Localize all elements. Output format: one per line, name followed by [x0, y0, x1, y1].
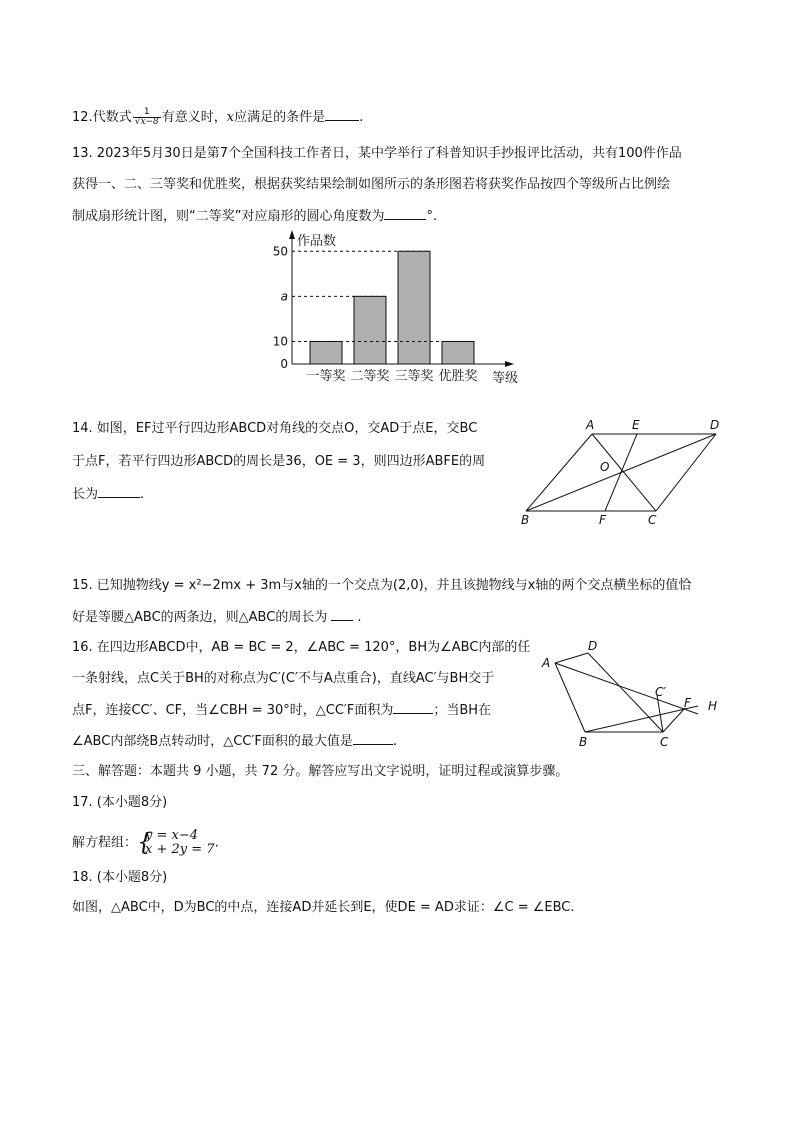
- q16-answer-blank-1[interactable]: [393, 700, 433, 714]
- x-tick-label: 三等奖: [394, 369, 434, 384]
- q15-line-1: 15. 已知抛物线y = x²−2mx + 3m与x轴的一个交点为(2,0)，并且该抛物线与x轴的两个交点横坐标的值恰: [72, 578, 692, 593]
- y-tick-label: 10: [272, 334, 288, 349]
- q13-answer-blank[interactable]: [384, 206, 426, 220]
- q13-line-2: 获得一、二、三等奖和优胜奖，根据获奖结果绘制如图所示的条形图若将获奖作品按四个等级所占比例绘: [72, 177, 671, 192]
- q14-segment-EF: [605, 434, 637, 511]
- q12-frac-num: 1: [133, 108, 161, 118]
- q17-heading: 17. (本小题8分): [72, 795, 168, 810]
- q16-line-3: [72, 700, 491, 721]
- q14-label-C: C: [648, 513, 657, 527]
- q12-var: x: [226, 110, 235, 125]
- q15-line-2-text: 好是等腰△ABC的两条边，则△ABC的周长为: [72, 610, 328, 625]
- q18-text: 如图，△ABC中，D为BC的中点，连接AD并延长到E，使DE = AD求证：∠C = ∠EBC.: [72, 900, 575, 915]
- q16-line-2: 一条射线，点C关于BH的对称点为C′(C′不与A点重合)，直线AC′与BH交于: [72, 671, 495, 686]
- x-axis-label: 等级: [492, 371, 519, 386]
- x-tick-label: 一等奖: [306, 369, 346, 384]
- q16-label-D: D: [588, 639, 598, 653]
- q14-parallelogram-figure: [512, 412, 727, 530]
- q12-fraction: [133, 108, 161, 127]
- q12-answer-blank[interactable]: [325, 107, 359, 121]
- q14-line-3-text: 长为: [72, 487, 99, 502]
- q14-label-O: O: [600, 460, 610, 474]
- q17-eq-2: x + 2y = 7: [145, 842, 215, 857]
- bar-1: [310, 341, 342, 364]
- q17-equation-system: { y = x−4 x + 2y = 7: [137, 828, 215, 857]
- section-3-heading: 三、解答题：本题共 9 小题，共 72 分。解答应写出文字说明，证明过程或演算步骤。: [72, 764, 569, 779]
- bar-4: [442, 341, 474, 364]
- bar-3: [398, 251, 430, 364]
- q16-line-3-text-b: ；当BH在: [433, 703, 492, 718]
- q16-end: .: [392, 734, 397, 749]
- x-tick-label: 优胜奖: [438, 369, 478, 384]
- q13-end: °.: [426, 209, 438, 224]
- q16-label-A: A: [542, 656, 551, 670]
- q16-side-DC: [588, 653, 663, 732]
- q12-text-a: 代数式: [92, 110, 132, 125]
- q14-line-3: [72, 484, 144, 505]
- q16-line-4-text: ∠ABC内部绕B点转动时，△CC′F面积的最大值是: [72, 734, 353, 749]
- q12-number: 12.: [72, 110, 93, 125]
- x-tick-label: 二等奖: [350, 369, 390, 384]
- q14-end: .: [140, 487, 145, 502]
- q15-end: .: [357, 610, 362, 625]
- q16-label-F: F: [684, 696, 691, 710]
- q12-frac-den: √x−8: [134, 117, 159, 127]
- q14-label-E: E: [632, 418, 640, 432]
- q16-label-C: C: [660, 735, 669, 749]
- q18-heading: 18. (本小题8分): [72, 870, 168, 885]
- q16-line-4: [72, 731, 397, 752]
- q16-label-H: H: [708, 699, 718, 713]
- y-tick-label: 50: [272, 244, 288, 259]
- q12-text-b: 有意义时，: [161, 110, 227, 125]
- q15-answer-blank[interactable]: [331, 607, 353, 621]
- y-axis-arrow: [289, 230, 295, 239]
- chart-root: [273, 230, 518, 386]
- bar-2: [354, 296, 386, 364]
- x-axis-arrow: [505, 361, 514, 367]
- q14-line-1: 14. 如图，EF过平行四边形ABCD对角线的交点O，交AD于点E，交BC: [72, 421, 478, 436]
- q14-side-DC: [656, 434, 716, 511]
- q16-label-Cprime: C′: [655, 685, 667, 699]
- q16-label-B: B: [579, 735, 588, 749]
- q13-line-3: [72, 206, 437, 227]
- q13-bar-chart: [262, 230, 537, 390]
- q14-label-D: D: [710, 418, 720, 432]
- q16-line-AF: [555, 663, 698, 714]
- q16-line-3-text-a: 点F，连接CC′、CF，当∠CBH = 30°时，△CC′F面积为: [72, 703, 394, 718]
- q14-label-B: B: [521, 513, 530, 527]
- q14-side-AB: [526, 434, 592, 511]
- q12-line: [72, 107, 363, 128]
- q12-end: .: [359, 110, 364, 125]
- q16-side-AB: [555, 663, 585, 732]
- y-tick-label: a: [280, 289, 288, 304]
- q14-answer-blank[interactable]: [98, 484, 140, 498]
- q17-line: [72, 829, 219, 857]
- q16-quadrilateral-figure: [535, 636, 735, 751]
- y-tick-label: 0: [280, 357, 288, 371]
- q13-line-3-text: 制成扇形统计图，则“二等奖”对应扇形的圆心角度数为: [72, 209, 385, 224]
- q16-line-1: 16. 在四边形ABCD中，AB = BC = 2，∠ABC = 120°，BH为∠ABC内部的任: [72, 640, 531, 655]
- q14-label-F: F: [599, 513, 606, 527]
- q16-side-AD: [555, 653, 588, 663]
- q16-answer-blank-2[interactable]: [353, 731, 393, 745]
- q14-line-2: 于点F，若平行四边形ABCD的周长是36，OE = 3，则四边形ABFE的周: [72, 454, 486, 469]
- q17-text: 解方程组：: [72, 835, 138, 851]
- q13-line-1: 13. 2023年5月30日是第7个全国科技工作者日，某中学举行了科普知识手抄报评比活动，共有100件作品: [72, 146, 682, 161]
- y-axis-label: 作品数: [297, 234, 337, 249]
- q17-end: .: [214, 835, 219, 851]
- q14-label-A: A: [586, 418, 595, 432]
- q12-text-c: 应满足的条件是: [234, 110, 326, 125]
- q17-eq-1: y = x−4: [145, 828, 199, 843]
- q15-line-2: [72, 607, 361, 628]
